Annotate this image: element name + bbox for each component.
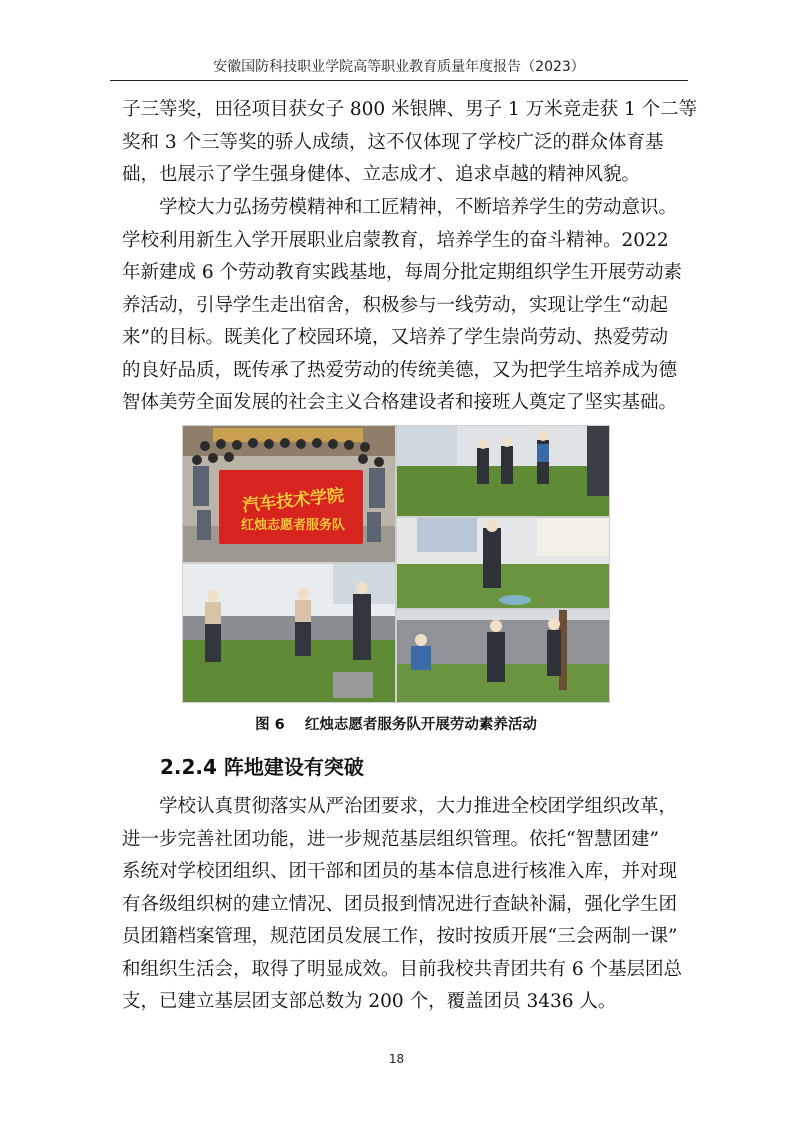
paragraph-labor-education	[122, 192, 682, 420]
text-line: 系统对学校团组织、团干部和团员的基本信息进行核准入库，并对现	[122, 861, 678, 882]
lawn-photo-graphic	[397, 518, 609, 608]
paragraph-sports-results	[122, 94, 698, 192]
figure-caption: 图 6 红烛志愿者服务队开展劳动素养活动	[255, 717, 537, 733]
text-line: 来”的目标。既美化了校园环境，又培养了学生崇尚劳动、热爱劳动	[122, 327, 668, 348]
text-line: 智体美劳全面发展的社会主义合格建设者和接班人奠定了坚实基础。	[122, 392, 678, 413]
text-line: 有各级组织树的建立情况、团员报到情况进行查缺补漏，强化学生团	[122, 893, 678, 915]
photo-group-banner	[182, 425, 396, 563]
paragraph-league-building	[122, 791, 682, 1019]
tree-photo-graphic	[397, 610, 609, 702]
photo-tree-planting	[396, 609, 610, 703]
section-heading: 2.2.4 阵地建设有突破	[160, 755, 364, 779]
photo-campus-sweeping	[396, 425, 610, 517]
banner-line2: 红烛志愿者服务队	[240, 518, 345, 533]
text-line: 学校认真贯彻落实从严治团要求，大力推进全校团学组织改革，	[159, 796, 678, 817]
sweeping-photo-graphic	[397, 426, 609, 516]
text-line: 和组织生活会，取得了明显成效。目前我校共青团共有 6 个基层团总	[122, 958, 683, 980]
header-rule	[110, 80, 688, 81]
text-line: 学校利用新生入学开展职业启蒙教育，培养学生的奋斗精神。2022	[122, 229, 669, 251]
text-line: 年新建成 6 个劳动教育实践基地，每周分批定期组织学生开展劳动素	[122, 262, 683, 283]
photo-courtyard-cleaning	[182, 563, 396, 703]
courtyard-photo-graphic	[183, 564, 395, 702]
text-line: 员团籍档案管理，规范团员发展工作，按时按质开展“三会两制一课”	[122, 926, 678, 947]
text-line: 子三等奖，田径项目获女子 800 米银牌、男子 1 万米竞走获 1 个二等	[122, 99, 698, 120]
photo-collage	[182, 425, 610, 701]
text-line: 支，已建立基层团支部总数为 200 个，覆盖团员 3436 人。	[122, 991, 617, 1012]
page-header: 安徽国防科技职业学院高等职业教育质量年度报告（2023）	[213, 59, 585, 75]
text-line: 养活动，引导学生走出宿舍，积极参与一线劳动，实现让学生“动起	[122, 294, 668, 316]
text-line: 的良好品质，既传承了热爱劳动的传统美德，又为把学生培养成为德	[122, 359, 678, 381]
page-number: 18	[388, 1052, 405, 1066]
text-line: 学校大力弘扬劳模精神和工匠精神，不断培养学生的劳动意识。	[159, 197, 678, 218]
banner-line1: 汽车技术学院	[241, 485, 346, 517]
text-line: 础，也展示了学生强身健体、立志成才、追求卓越的精神风貌。	[122, 164, 641, 185]
photo-lawn-work	[396, 517, 610, 609]
text-line: 进一步完善社团功能，进一步规范基层组织管理。依托“智慧团建”	[122, 828, 659, 850]
text-line: 奖和 3 个三等奖的骄人成绩，这不仅体现了学校广泛的群众体育基	[122, 131, 664, 153]
